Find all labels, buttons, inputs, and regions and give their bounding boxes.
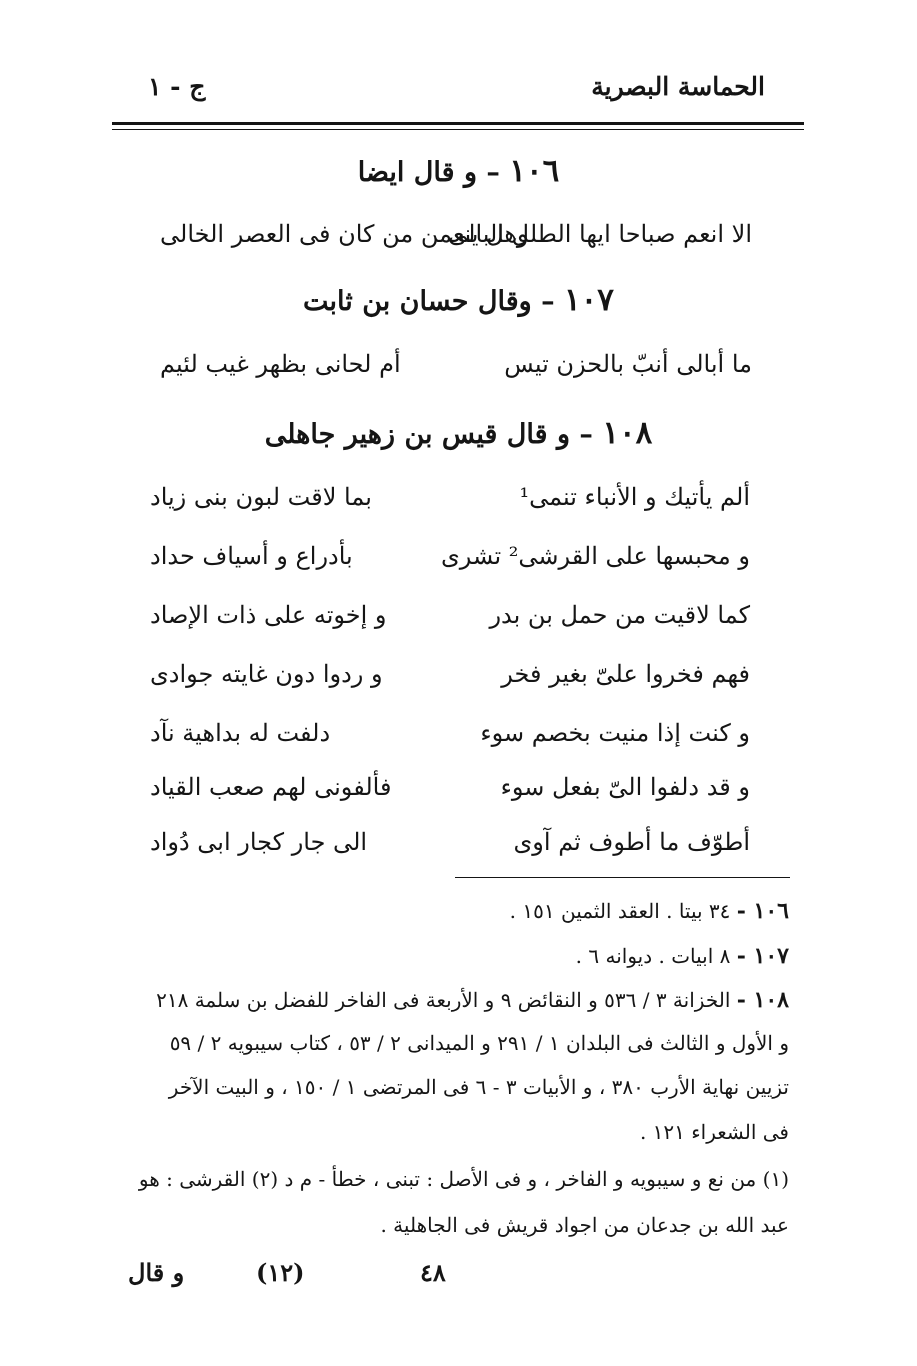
- verse-line: [150, 542, 750, 588]
- footnote-divider: [455, 877, 790, 878]
- verse-line: [150, 601, 750, 647]
- first-hemistich: و كنت إذا منيت بخصم سوء: [480, 719, 750, 747]
- second-hemistich: و إخوته على ذات الإصاد: [150, 601, 387, 629]
- poem-heading-text: وقال حسان بن ثابت: [303, 286, 532, 317]
- second-hemistich: فألفونى لهم صعب القياد: [150, 773, 392, 801]
- volume-label: ج - ١: [148, 72, 206, 101]
- footnote-text: الخزانة ٣ / ٥٣٦ و النقائض ٩ و الأربعة فى الفاخر للفضل بن سلمة ٢١٨: [156, 988, 731, 1012]
- first-hemistich: الا انعم صباحا ايها الطلل البالى: [448, 220, 752, 248]
- poem-heading-108: [0, 415, 917, 451]
- poem-number: ١٠٦: [509, 153, 560, 189]
- second-hemistich: دلفت له بداهية نآد: [150, 719, 331, 747]
- heading-dash: –: [531, 286, 555, 317]
- signature-mark: (١٢): [256, 1258, 305, 1287]
- first-hemistich: فهم فخروا علىّ بغير فخر: [501, 660, 750, 688]
- footnote-continuation: [169, 1075, 789, 1099]
- page-number: ٤٨: [420, 1258, 446, 1287]
- footnote-continuation: [380, 1213, 789, 1237]
- header-rule: [112, 122, 804, 125]
- verse-line: [160, 220, 752, 266]
- second-hemistich: بأدراع و أسياف حداد: [150, 542, 353, 570]
- verse-line: [150, 719, 750, 765]
- footnote-107: [576, 943, 789, 969]
- poem-number: ١٠٨: [602, 415, 653, 451]
- verse-line: [150, 483, 750, 529]
- poem-heading-106: [0, 153, 917, 189]
- first-hemistich: ألم يأتيك و الأنباء تنمى¹: [519, 483, 750, 511]
- verse-line: [150, 660, 750, 706]
- heading-dash: –: [476, 157, 500, 188]
- first-hemistich: كما لاقيت من حمل بن بدر: [489, 601, 750, 629]
- poem-heading-text: و قال قيس بن زهير جاهلى: [264, 419, 570, 450]
- verse-line: [150, 773, 750, 819]
- first-hemistich: و قد دلفوا الىّ بفعل سوء: [500, 773, 750, 801]
- poem-heading-text: و قال ايضا: [357, 157, 477, 188]
- footnote-text: و الأول و الثالث فى البلدان ١ / ٢٩١ و الميدانى ٢ / ٥٣ ، كتاب سيبويه ٢ / ٥٩: [169, 1031, 789, 1055]
- poem-number: ١٠٧: [564, 282, 614, 318]
- footnote-108: [156, 987, 789, 1013]
- second-hemistich: أم لحانى بظهر غيب لئيم: [160, 350, 401, 378]
- footnote-106: [510, 898, 789, 924]
- footnote-label: ١٠٦ -: [736, 898, 789, 924]
- footnote-continuation: [640, 1120, 789, 1144]
- header-rule-thin: [112, 129, 804, 130]
- verse-line: [150, 828, 750, 874]
- footnote-text: (١) من نع و سيبويه و الفاخر ، و فى الأصل : تبنى ، خطأ - م د (٢) القرشى : هو: [138, 1167, 789, 1191]
- second-hemistich: و ردوا دون غايته جوادى: [150, 660, 383, 688]
- heading-dash: –: [570, 419, 593, 450]
- footnote-text: ٣٤ بيتا . العقد الثمين ١٥١ .: [509, 899, 731, 923]
- second-hemistich: الى جار كجار ابى دُواد: [150, 828, 368, 856]
- footnote-label: ١٠٧ -: [736, 943, 789, 969]
- footnote-continuation: [170, 1031, 789, 1055]
- second-hemistich: بما لاقت لبون بنى زياد: [150, 483, 372, 511]
- poem-heading-107: [0, 282, 917, 318]
- verse-line: [160, 350, 752, 396]
- footnote-text: تزيين نهاية الأرب ٣٨٠ ، و الأبيات ٣ - ٦ فى المرتضى ١ / ١٥٠ ، و البيت الآخر: [168, 1075, 789, 1099]
- footnote-text: ٨ ابيات . ديوانه ٦ .: [575, 944, 731, 968]
- footnote-text: عبد الله بن جدعان من اجواد قريش فى الجاهلية .: [380, 1213, 789, 1237]
- running-title: الحماسة البصرية: [591, 72, 765, 101]
- first-hemistich: و محبسها على القرشى² تشرى: [441, 542, 750, 570]
- footnote-label: ١٠٨ -: [736, 987, 789, 1013]
- first-hemistich: ما أبالى أنبّ بالحزن تيس: [504, 350, 752, 378]
- footnote-variant: [139, 1167, 789, 1191]
- catchword: و قال: [128, 1258, 185, 1287]
- first-hemistich: أطوّف ما أطوف ثم آوى: [513, 828, 750, 856]
- second-hemistich: وهل ينعمن من كان فى العصر الخالى: [160, 220, 529, 248]
- footnote-text: فى الشعراء ١٢١ .: [639, 1120, 789, 1144]
